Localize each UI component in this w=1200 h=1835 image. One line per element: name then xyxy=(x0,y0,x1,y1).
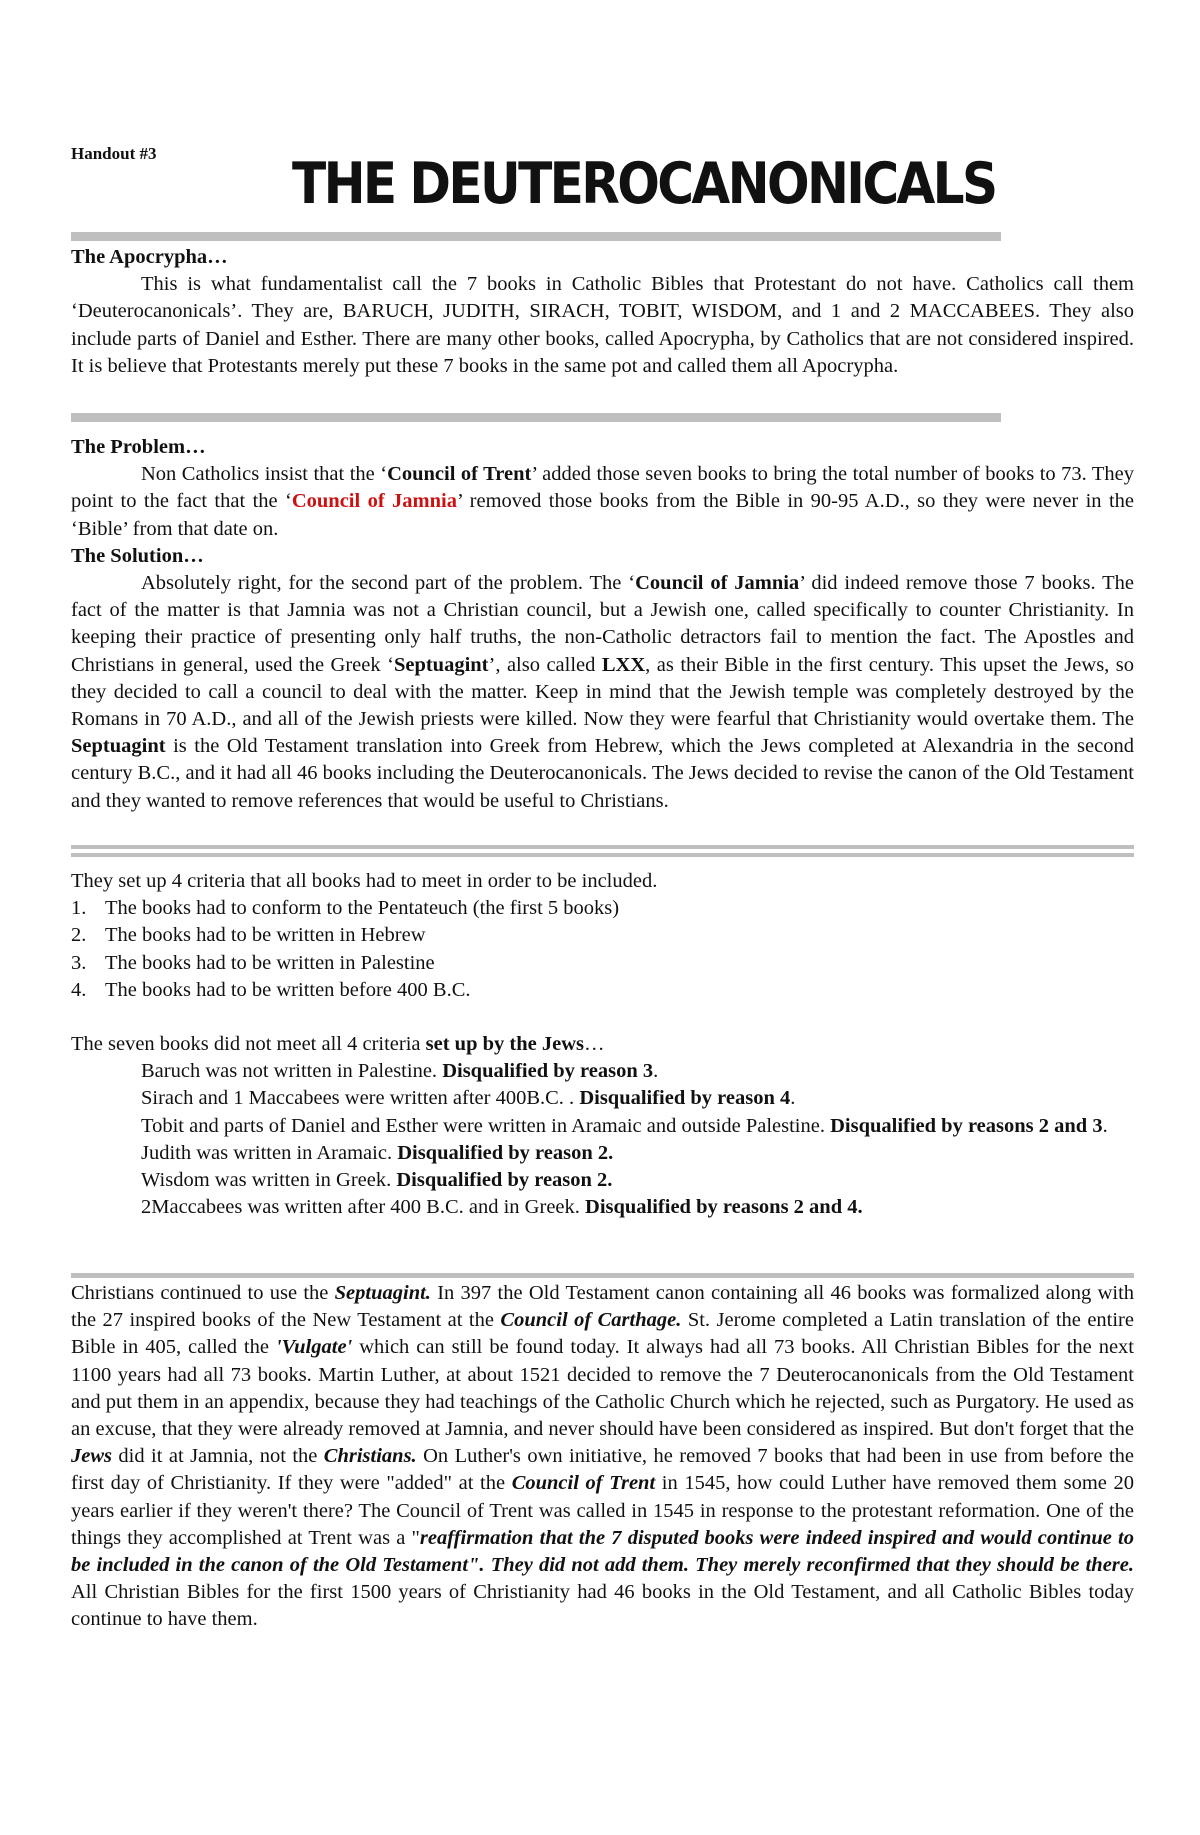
closing-text: St. Jerome completed a Latin translation of the entire Bible in 405, called the xyxy=(71,1309,1134,1359)
christians-term: Christians. xyxy=(323,1445,417,1468)
divider xyxy=(71,1273,1134,1278)
disqualification-line xyxy=(141,1113,1134,1140)
list-number: 4. xyxy=(71,978,87,1001)
disqualification-line xyxy=(141,1140,1134,1167)
list-item xyxy=(71,977,1134,1004)
line-text: Tobit and parts of Daniel and Esther were written in Aramaic and outside Palestine. xyxy=(141,1114,831,1137)
line-text: Baruch was not written in Palestine. xyxy=(141,1060,443,1083)
line-reason: Disqualified by reason 4 xyxy=(579,1087,791,1110)
line-tail: . xyxy=(653,1060,659,1083)
reaffirmation-quote: reaffirmation that the 7 disputed books were indeed inspired and would continue to be included in the canon of the Old Testament". They did not add them. They merely reconfirmed that they should be there. xyxy=(71,1526,1134,1577)
closing-text: in 1545, how could Luther have removed them some 20 years earlier if they weren't there? The Council of Trent was called in 1545 in response to the protestant reformation. One of the things they accomplished at Trent was a " xyxy=(71,1472,1134,1549)
septuagint-term: Septuagint xyxy=(71,735,166,758)
closing-text: On Luther's own initiative, he removed 7 books that had been in use from before the first day of Christianity. If they were "added" at the xyxy=(71,1445,1134,1495)
problem-text: ’ added those seven books to bring the total number of books to 73. They point to the fact that the ‘ xyxy=(71,463,1134,513)
closing-text: All Christian Bibles for the first 1500 years of Christianity had 46 books in the Old Testament, and all Catholic Bibles today continue to have them. xyxy=(71,1581,1134,1631)
criteria-list xyxy=(71,895,1134,1004)
council-of-carthage-term: Council of Carthage. xyxy=(500,1309,682,1332)
divider xyxy=(71,413,1001,422)
closing-text: did it at Jamnia, not the xyxy=(112,1445,324,1468)
solution-body xyxy=(71,570,1134,815)
spacer xyxy=(71,1004,1134,1031)
line-reason: Disqualified by reason 2. xyxy=(396,1169,613,1192)
criteria-section xyxy=(71,868,1134,1221)
seven-intro xyxy=(71,1031,1134,1058)
solution-text: ’, also called xyxy=(488,653,602,676)
divider xyxy=(71,845,1134,849)
council-of-trent-term: Council of Trent xyxy=(511,1472,656,1495)
seven-intro-text: The seven books did not meet all 4 criteria xyxy=(71,1033,426,1056)
vulgate-term: 'Vulgate' xyxy=(275,1336,353,1359)
criteria-intro: They set up 4 criteria that all books had to meet in order to be included. xyxy=(71,870,658,892)
closing-text: which can still be found today. It always had all 73 books. All Christian Bibles for the next 1100 years had all 73 books. Martin Luther, at about 1521 decided to remove the 7 Deuterocanonicals from the Old Testament and put them in an appendix, because they had teachings of the Catholic Church which he rejected, such as Purgatory. He used as an excuse, that they were already removed at Jamnia, and never should have been considered as inspired. But don't forget that the xyxy=(71,1336,1134,1441)
seven-intro-text: … xyxy=(583,1033,605,1056)
line-reason: Disqualified by reason 3 xyxy=(442,1060,654,1083)
disqualification-list xyxy=(71,1058,1134,1221)
list-item xyxy=(71,895,1134,922)
disqualification-line xyxy=(141,1058,1134,1085)
line-tail: . xyxy=(790,1087,796,1110)
problem-text: ’ removed those books from the Bible in 90-95 A.D., so they were never in the ‘Bible’ from that date on. xyxy=(71,490,1134,540)
list-number: 1. xyxy=(71,897,87,920)
problem-section xyxy=(71,434,1134,815)
list-item xyxy=(71,922,1134,949)
line-reason: Disqualified by reason 2. xyxy=(397,1141,614,1164)
line-reason: Disqualified by reasons 2 and 4. xyxy=(585,1196,863,1219)
list-number: 3. xyxy=(71,951,87,974)
septuagint-term: Septuagint xyxy=(393,653,489,676)
disqualification-line xyxy=(141,1194,1134,1221)
list-text: The books had to be written before 400 B.C. xyxy=(105,978,471,1001)
apocrypha-body: This is what fundamentalist call the 7 books in Catholic Bibles that Protestant do not have. Catholics call them ‘Deuterocanonicals’. They are, BARUCH, JUDITH, SIRACH, TOBIT, WISDOM, and 1 and 2 MACCABEES. They also include parts of Daniel and Esther. There are many other books, called Apocrypha, by Catholics that are not considered inspired. It is believe that Protestants merely put these 7 books in the same pot and called them all Apocrypha. xyxy=(71,273,1134,377)
apocrypha-section xyxy=(71,244,1134,380)
council-of-trent-term: Council of Trent xyxy=(387,463,532,486)
disqualification-line xyxy=(141,1167,1134,1194)
line-tail: . xyxy=(1102,1114,1108,1137)
line-reason: Disqualified by reasons 2 and 3 xyxy=(830,1114,1103,1137)
disqualification-line xyxy=(141,1085,1134,1112)
page-title: THE DEUTEROCANONICALS xyxy=(292,151,996,217)
closing-text: Christians continued to use the xyxy=(71,1282,335,1304)
problem-heading: The Problem… xyxy=(71,436,206,458)
problem-text: Non Catholics insist that the ‘ xyxy=(141,463,388,486)
solution-text: Absolutely right, for the second part of the problem. The ‘ xyxy=(141,572,636,595)
council-of-jamnia-term: Council of Jamnia xyxy=(291,490,457,513)
solution-text: , as their Bible in the first century. This upset the Jews, so they decided to call a council to deal with the matter. Keep in mind that the Jewish temple was completely destroyed by the Romans in 70 A.D., and all of the Jewish priests were killed. Now they were fearful that Christianity would overtake them. The xyxy=(71,653,1135,731)
list-text: The books had to be written in Palestine xyxy=(105,951,435,974)
handout-label: Handout #3 xyxy=(71,144,157,163)
line-text: Judith was written in Aramaic. xyxy=(141,1141,398,1164)
septuagint-term: Septuagint. xyxy=(334,1282,431,1304)
jews-term: Jews xyxy=(71,1445,112,1468)
apocrypha-heading: The Apocrypha… xyxy=(71,246,228,268)
list-item xyxy=(71,950,1134,977)
list-text: The books had to conform to the Pentateuch (the first 5 books) xyxy=(105,897,620,920)
solution-text: ’ did indeed remove those 7 books. The fact of the matter is that Jamnia was not a Christian council, but a Jewish one, called specifically to counter Christianity. In keeping their practice of presenting only half truths, the non-Catholic detractors fail to mention the fact. The Apostles and Christians in general, used the Greek ‘ xyxy=(71,572,1134,676)
list-text: The books had to be written in Hebrew xyxy=(105,924,426,947)
list-number: 2. xyxy=(71,924,87,947)
lxx-term: LXX xyxy=(601,653,646,676)
closing-text: In 397 the Old Testament canon containing all 46 books was formalized along with the 27 inspired books of the New Testament at the xyxy=(71,1282,1135,1332)
closing-section xyxy=(71,1280,1134,1634)
solution-text: is the Old Testament translation into Greek from Hebrew, which the Jews completed at Alexandria in the second century B.C., and it had all 46 books including the Deuterocanonicals. The Jews decided to revise the canon of the Old Testament and they wanted to remove references that would be useful to Christians. xyxy=(71,735,1134,812)
line-text: Sirach and 1 Maccabees were written after 400B.C. . xyxy=(141,1087,580,1110)
seven-intro-bold: set up by the Jews xyxy=(425,1033,584,1056)
council-of-jamnia-term: Council of Jamnia xyxy=(635,572,800,595)
solution-heading: The Solution… xyxy=(71,544,204,567)
divider xyxy=(71,232,1001,241)
problem-body xyxy=(71,461,1134,543)
closing-body xyxy=(71,1280,1134,1634)
line-text: Wisdom was written in Greek. xyxy=(141,1169,397,1192)
divider xyxy=(71,853,1134,857)
line-text: 2Maccabees was written after 400 B.C. and in Greek. xyxy=(141,1196,586,1219)
